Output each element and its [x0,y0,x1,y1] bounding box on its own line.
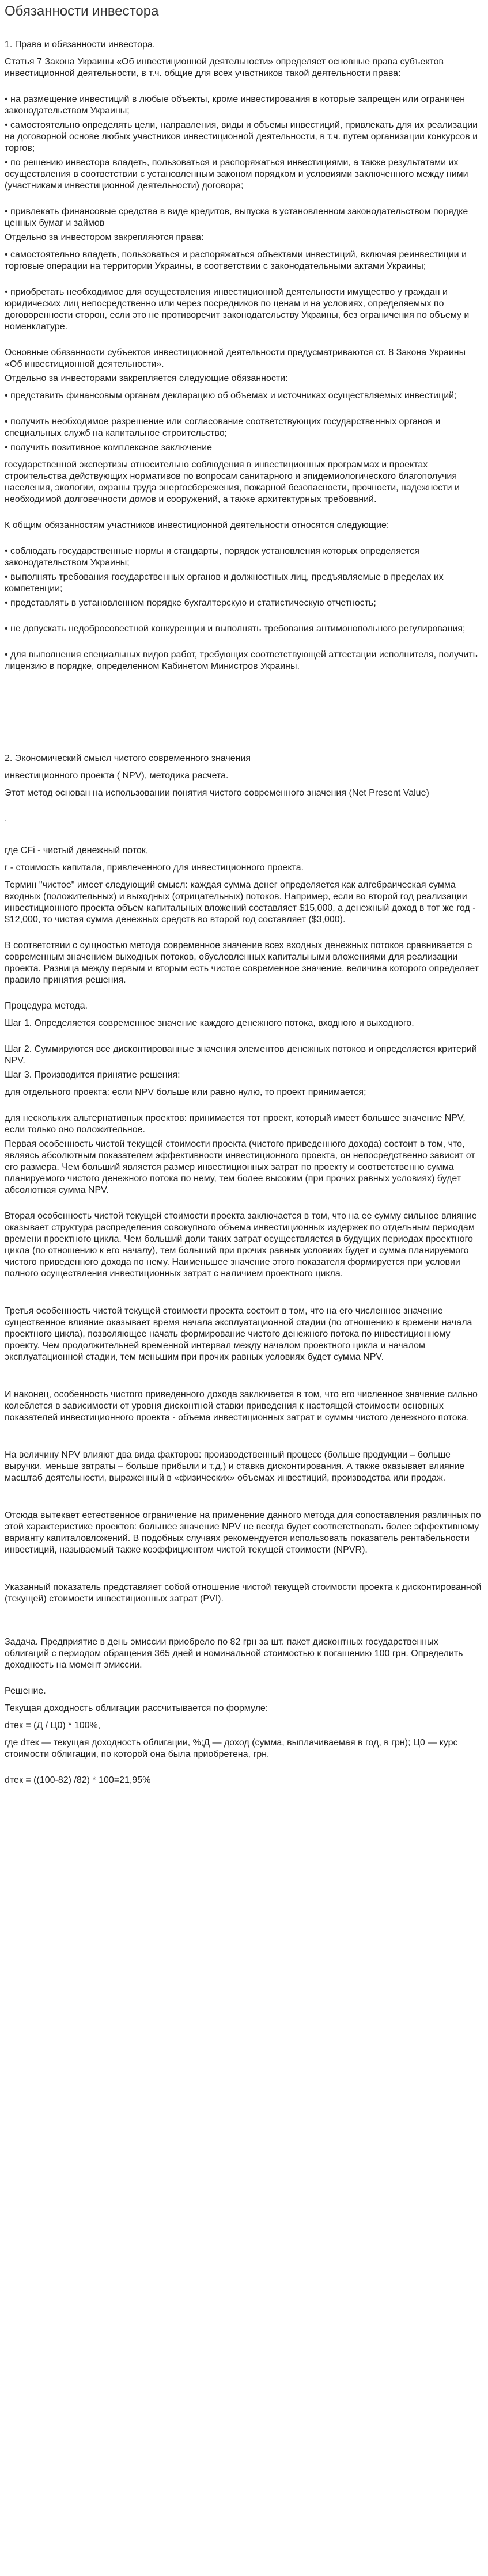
paragraph: Решение. [5,1686,46,1696]
paragraph: dтек = (Д / Ц0) * 100%, [5,1721,101,1730]
paragraph: Термин "чистое" имеет следующий смысл: каждая сумма денег определяется как алгебраическая сумма входных (положительных) и выходных (отрицательных) потоков. Например, если во второй год реализации инвестиционного проекта объем капитальных вложений составляет $15,000, а денежный доход в тот же год - $12,000, то чистая сумма денежных средств во второй год составляет ($3,000). [5,880,476,924]
paragraph: где dтек — текущая доходность облигации, %;Д — доход (сумма, выплачиваемая в год, в грн); Ц0 — курс стоимости облигации, по которой она была приобретена, грн. [5,1738,458,1759]
list-item: • для выполнения специальных видов работ, требующих соответствующей аттестации исполнителя, получить лицензию в порядке, определенном Кабинетом Министров Украины. [5,650,478,671]
paragraph: . [5,814,7,824]
list-item: • приобретать необходимое для осуществления инвестиционной деятельности имущество у граждан и юридических лиц непосредственно или через посредников по ценам и на условиях, определяемых по договоренности сторон, если это не противоречит законодательству Украины, без ограничения по объему и номенклатуре. [5,287,470,332]
list-item: • представлять в установленном порядке бухгалтерскую и статистическую отчетность; [5,598,376,608]
paragraph: Отсюда вытекает естественное ограничение на применение данного метода для сопоставления различных по этой характеристике проектов: большее значение NPV не всегда будет соответствовать более эффективному варианту капиталовложений. В подобных случаях рекомендуется использовать показатель рентабельности инвестиций, называемый также коэффициентом чистой текущей стоимости (NPVR). [5,1510,481,1555]
paragraph: Основные обязанности субъектов инвестиционной деятельности предусматриваются ст. 8 Закона Украины «Об инвестиционной деятельности». [5,348,466,369]
paragraph: К общим обязанностям участников инвестиционной деятельности относятся следующие: [5,520,389,530]
paragraph: В соответствии с сущностью метода современное значение всех входных денежных потоков сравнивается с современным значением выходных потоков, обусловленных капитальными вложениями для реализации проекта. Разница между первым и вторым есть чистое современное значение, величина которого определяет правило принятия решения. [5,941,479,985]
list-item: • не допускать недобросовестной конкуренции и выполнять требования антимонопольного регулирования; [5,624,466,634]
paragraph: Отдельно за инвестором закрепляются права: [5,233,204,242]
section-heading: 2. Экономический смысл чистого современного значения [5,754,251,763]
paragraph: для отдельного проекта: если NPV больше или равно нулю, то проект принимается; [5,1087,366,1097]
list-item: • привлекать финансовые средства в виде кредитов, выпуска в установленном законодательством порядке ценных бумаг и займов [5,207,468,228]
paragraph: И наконец, особенность чистого приведенного дохода заключается в том, что его численное значение сильно колеблется в зависимости от уровня дисконтной ставки приведения к настоящей стоимости основных показателей инвестиционного проекта - объема инвестиционных затрат и суммы чистого денежного потока. [5,1390,478,1422]
paragraph: На величину NPV влияют два вида факторов: производственный процесс (больше продукции – больше выручки, меньше затраты – больше прибыли и т.д.) и ставка дисконтирования. А также оказывает влияние масштаб деятельности, выраженный в «физических» объемах инвестиций, производства или продаж. [5,1450,465,1483]
list-item: • соблюдать государственные нормы и стандарты, порядок установления которых определяется законодательством Украины; [5,546,419,568]
paragraph: Шаг 2. Суммируются все дисконтированные значения элементов денежных потоков и определяется критерий NPV. [5,1044,477,1066]
section-heading: инвестиционного проекта ( NPV), методика расчета. [5,771,229,781]
paragraph: для нескольких альтернативных проектов: принимается тот проект, который имеет большее значение NPV, если только оно положительное. [5,1113,466,1135]
list-item: • выполнять требования государственных органов и должностных лиц, предъявляемые в пределах их компетенции; [5,572,444,593]
paragraph: r - стоимость капитала, привлеченного для инвестиционного проекта. [5,863,304,873]
list-item: • на размещение инвестиций в любые объекты, кроме инвестирования в которые запрещен или ограничен законодательством Украины; [5,94,466,116]
paragraph: Третья особенность чистой текущей стоимости проекта состоит в том, что на его численное значение существенное влияние оказывает время начала эксплуатационной стадии (по отношению к времени начала проектного цикла), позволяющее начать формирование чистого денежного потока по инвестиционному проекту. Чем продолжительней временной интервал между началом проектного цикла и началом эксплуатационной стадии, тем меньшим при прочих равных условиях будет сумма NPV. [5,1306,472,1362]
paragraph: Задача. Предприятие в день эмиссии приобрело по 82 грн за шт. пакет дисконтных государственных облигаций с периодом обращения 365 дней и номинальной стоимостью к погашению 100 грн. Определить доходность на момент эмиссии. [5,1637,463,1670]
paragraph: Процедура метода. [5,1001,88,1011]
list-item: • получить позитивное комплексное заключение [5,443,213,452]
page-title: Обязанности инвестора [5,3,159,19]
list-item: • самостоятельно определять цели, направления, виды и объемы инвестиций, привлекать для их реализации на договорной основе любых участников инвестиционной деятельности, в т.ч. путем организации конкурсов и торгов; [5,120,478,153]
section-heading: 1. Права и обязанности инвестора. [5,40,156,50]
paragraph: Шаг 1. Определяется современное значение каждого денежного потока, входного и выходного. [5,1018,414,1028]
list-item: • самостоятельно владеть, пользоваться и распоряжаться объектами инвестиций, включая реинвестиции и торговые операции на территории Украины, в соответствии с законодательными актами Украины; [5,250,467,271]
paragraph: Статья 7 Закона Украины «Об инвестиционной деятельности» определяет основные права субъектов инвестиционной деятельности, в т.ч. общие для всех участников такой деятельности права: [5,57,444,78]
paragraph: где CFi - чистый денежный поток, [5,846,149,855]
paragraph: Первая особенность чистой текущей стоимости проекта (чистого приведенного дохода) состоит в том, что, являясь абсолютным показателем эффективности инвестиционного проекта, он непосредственно зависит от его размера. Чем больший является размер инвестиционных затрат по проекту и соответственно сумма планируемого чистого денежного потока по нему, тем более высоким (при прочих равных условиях) будет абсолютная сумма NPV. [5,1139,475,1195]
paragraph: Текущая доходность облигации рассчитывается по формуле: [5,1703,268,1713]
paragraph: Этот метод основан на использовании понятия чистого современного значения (Net Present Value) [5,788,429,798]
paragraph: Шаг 3. Производится принятие решения: [5,1070,180,1080]
list-item: • по решению инвестора владеть, пользоваться и распоряжаться инвестициями, а также результатами их осуществления в соответствии с установленным законом порядком и условиями заключенного между ними (участниками инвестиционной деятельности) договора; [5,158,468,191]
paragraph: государственной экспертизы относительно соблюдения в инвестиционных программах и проектах строительства действующих нормативов по вопросам санитарного и эпидемиологического благополучия населения, экологии, охраны труда энергосбережения, пожарной безопасности, прочности, надежности и необходимой долговечности домов и сооружений, а также архитектурных требований. [5,460,460,504]
document [0,3,488,1785]
paragraph: dтек = ((100-82) /82) * 100=21,95% [5,1775,151,1785]
list-item: • получить необходимое разрешение или согласование соответствующих государственных органов и специальных служб на капитальное строительство; [5,417,441,438]
paragraph: Вторая особенность чистой текущей стоимости проекта заключается в том, что на ее сумму сильное влияние оказывает структура распределения совокупного объема инвестиционных издержек по отдельным периодам времени проектного цикла. Чем больший доли таких затрат осуществляется в будущих периодах проектного цикла (по отношению к его началу), тем больший при прочих равных условиях будет и сумма планируемого чистого приведенного дохода по нему. Наименьшее значение этого показателя формируется при условии полного осуществления инвестиционных затрат с наличием проектного цикла. [5,1211,477,1279]
paragraph: Отдельно за инвесторами закрепляется следующие обязанности: [5,374,288,383]
list-item: • представить финансовым органам декларацию об объемах и источниках осуществляемых инвестиций; [5,391,457,401]
paragraph: Указанный показатель представляет собой отношение чистой текущей стоимости проекта к дисконтированной (текущей) стоимости инвестиционных затрат (PVI). [5,1582,482,1604]
